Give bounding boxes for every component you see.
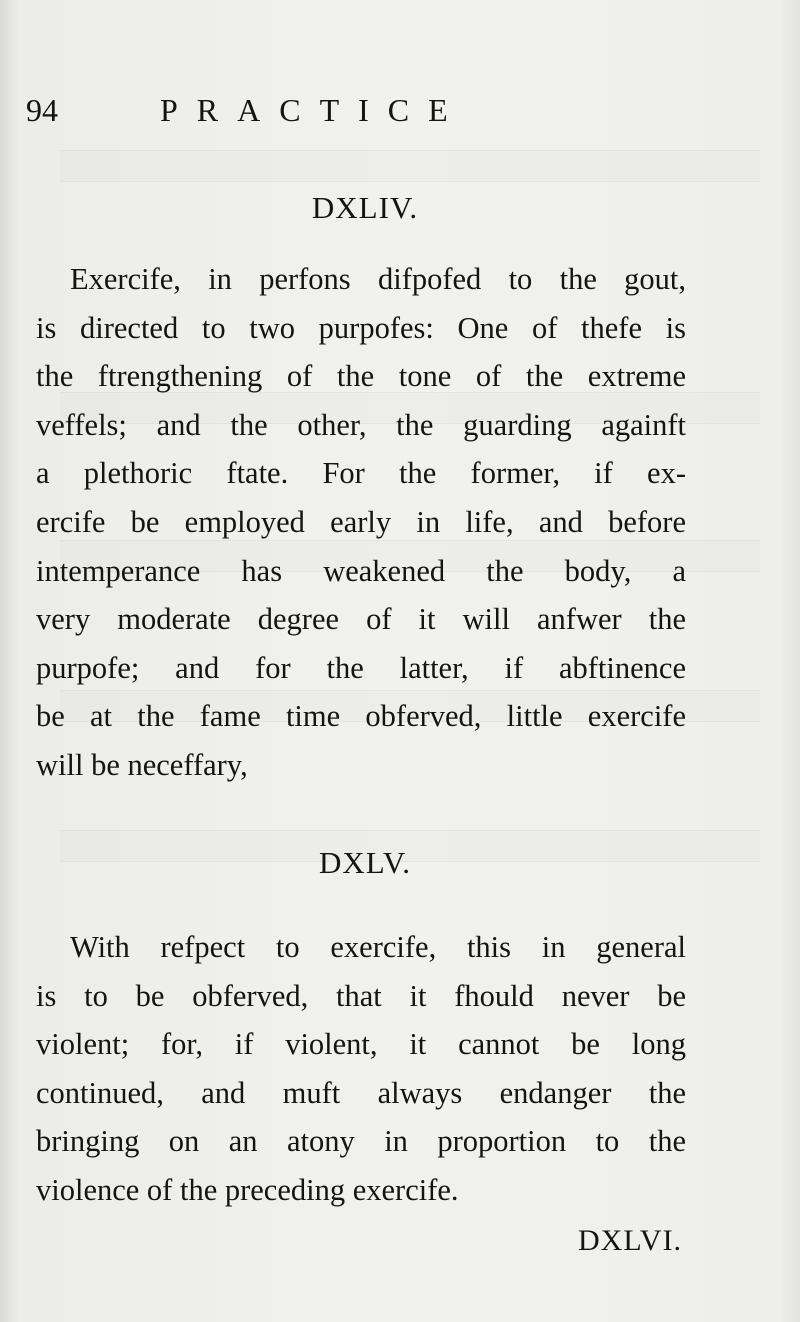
text-line: be at the fame time obferved, little exercife [36, 699, 686, 734]
text-line: continued, and muft always endanger the [36, 1075, 686, 1110]
text-line: ercife be employed early in life, and before [36, 504, 686, 539]
text-line: is to be obferved, that it fhould never be [36, 978, 686, 1013]
text-line: the ftrengthening of the tone of the extreme [36, 359, 686, 394]
text-line: violence of the preceding exercife. [36, 1172, 459, 1207]
text-line: veffels; and the other, the guarding againft [36, 407, 686, 442]
text-line: purpofe; and for the latter, if abftinence [36, 650, 686, 685]
text-line: very moderate degree of it will anfwer the [36, 602, 686, 637]
paragraph [36, 255, 686, 790]
page-header [26, 88, 566, 138]
text-line: violent; for, if violent, it cannot be long [36, 1027, 686, 1062]
bleed-through-text [60, 150, 760, 182]
text-line: will be neceffary, [36, 747, 248, 782]
text-line: bringing on an atony in proportion to the [36, 1124, 686, 1159]
text-line: is directed to two purpofes: One of thefe is [36, 310, 686, 345]
running-head: PRACTICE [160, 92, 467, 128]
text-line: Exercife, in perfons difpofed to the gout, [70, 262, 686, 296]
catchword: DXLVI. [578, 1224, 683, 1257]
page-number: 94 [26, 92, 58, 128]
section-heading: DXLV. [318, 845, 411, 880]
paragraph [36, 923, 686, 1215]
text-line: a plethoric ftate. For the former, if ex- [36, 456, 686, 491]
section-heading: DXLIV. [311, 190, 419, 225]
text-line: With refpect to exercife, this in general [70, 930, 686, 964]
text-line: intemperance has weakened the body, a [36, 553, 686, 588]
